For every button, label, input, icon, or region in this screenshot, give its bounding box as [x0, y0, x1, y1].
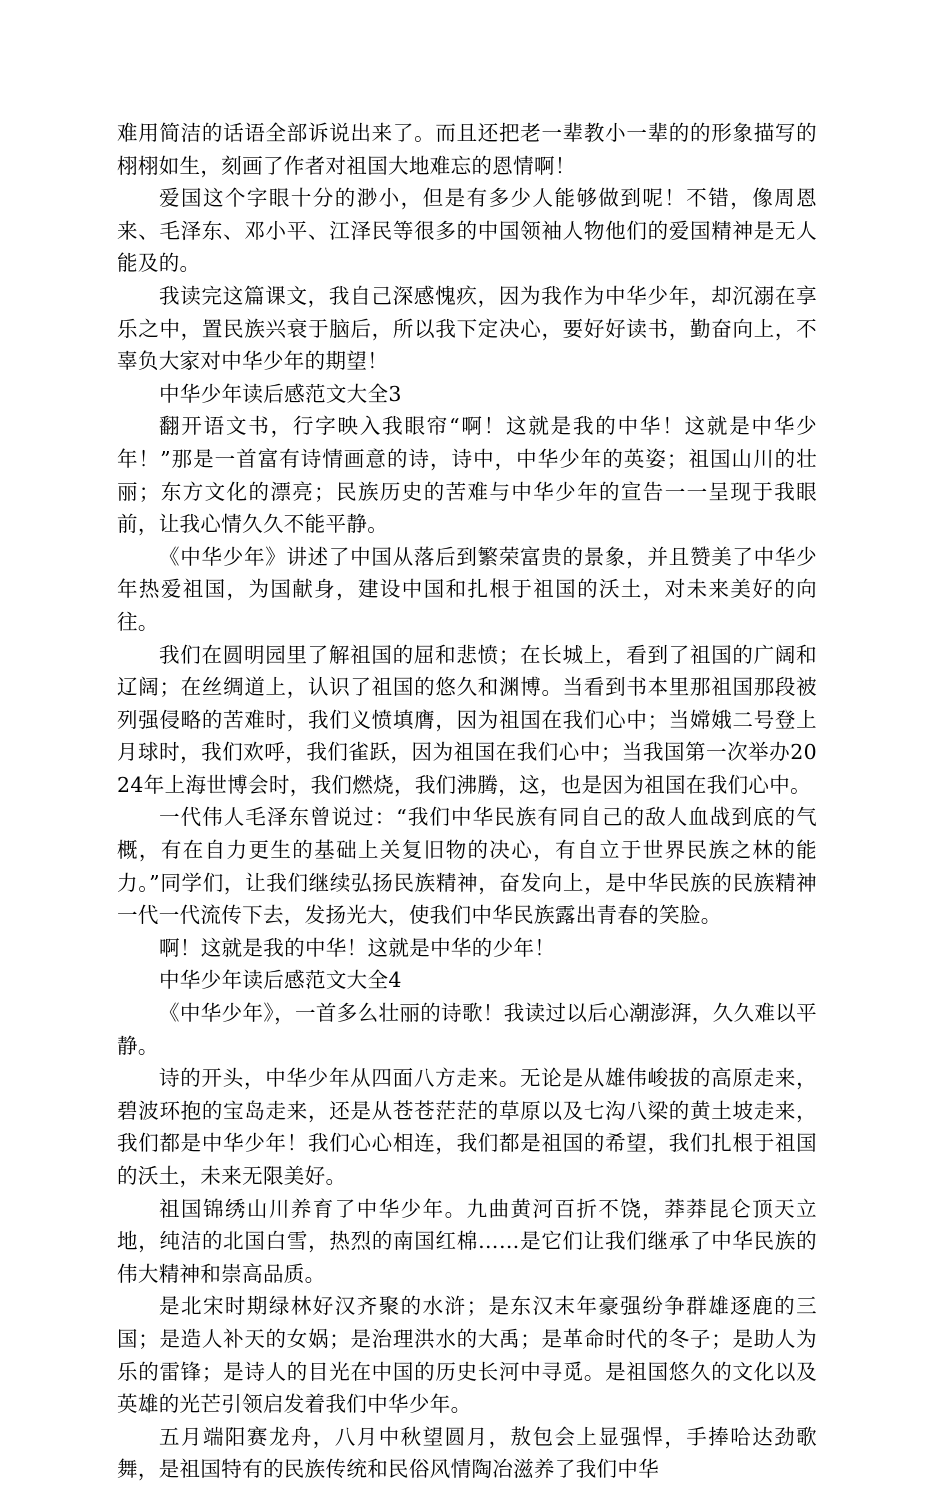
- document-page: [117, 117, 817, 1486]
- paragraph: 五月端阳赛龙舟，八月中秋望圆月，敖包会上显强悍，手捧哈达劲歌舞，是祖国特有的民族传统和民俗风情陶冶滋养了我们中华: [117, 1424, 817, 1482]
- paragraph: 我们在圆明园里了解祖国的屈和悲愤；在长城上，看到了祖国的广阔和辽阔；在丝绸道上，认识了祖国的悠久和渊博。当看到书本里那祖国那段被列强侵略的苦难时，我们义愤填膺，因为祖国在我们心中；当嫦娥二号登上月球时，我们欢呼，我们雀跃，因为祖国在我们心中；当我国第一次举办2024年上海世博会时，我们燃烧，我们沸腾，这，也是因为祖国在我们心中。: [117, 642, 817, 797]
- paragraph: 一代伟人毛泽东曾说过：“我们中华民族有同自己的敌人血战到底的气概，有在自力更生的基础上关复旧物的决心，有自立于世界民族之林的能力。”同学们，让我们继续弘扬民族精神，奋发向上，是中华民族的民族精神一代一代流传下去，发扬光大，使我们中华民族露出青春的笑脸。: [117, 805, 817, 928]
- section-heading: 中华少年读后感范文大全4: [159, 968, 402, 993]
- paragraph: 爱国这个字眼十分的渺小，但是有多少人能够做到呢！不错，像周恩来、毛泽东、邓小平、江泽民等很多的中国领袖人物他们的爱国精神是无人能及的。: [117, 186, 817, 276]
- paragraph: 翻开语文书，行字映入我眼帘“啊！这就是我的中华！这就是中华少年！”那是一首富有诗情画意的诗，诗中，中华少年的英姿；祖国山川的壮丽；东方文化的漂亮；民族历史的苦难与中华少年的宣告一一呈现于我眼前，让我心情久久不能平静。: [117, 414, 817, 537]
- paragraph: 《中华少年》，一首多么壮丽的诗歌！我读过以后心潮澎湃，久久难以平静。: [117, 1001, 817, 1058]
- paragraph: 是北宋时期绿林好汉齐聚的水浒；是东汉末年豪强纷争群雄逐鹿的三国；是造人补天的女娲；是治理洪水的大禹；是革命时代的冬子；是助人为乐的雷锋；是诗人的目光在中国的历史长河中寻觅。是祖国悠久的文化以及英雄的光芒引领启发着我们中华少年。: [117, 1294, 817, 1417]
- paragraph: 啊！这就是我的中华！这就是中华的少年！: [159, 935, 556, 960]
- paragraph: 祖国锦绣山川养育了中华少年。九曲黄河百折不饶，莽莽昆仑顶天立地，纯洁的北国白雪，热烈的南国红棉……是它们让我们继承了中华民族的伟大精神和崇高品质。: [117, 1196, 817, 1286]
- section-heading: 中华少年读后感范文大全3: [159, 381, 402, 406]
- paragraph: 我读完这篇课文，我自己深感愧疚，因为我作为中华少年，却沉溺在享乐之中，置民族兴衰于脑后，所以我下定决心，要好好读书，勤奋向上，不辜负大家对中华少年的期望！: [117, 283, 817, 374]
- paragraph-continuation: 难用简洁的话语全部诉说出来了。而且还把老一辈教小一辈的的形象描写的栩栩如生，刻画了作者对祖国大地难忘的恩情啊！: [117, 121, 817, 178]
- paragraph: 《中华少年》讲述了中国从落后到繁荣富贵的景象，并且赞美了中华少年热爱祖国，为国献身，建设中国和扎根于祖国的沃土，对未来美好的向往。: [117, 544, 817, 634]
- paragraph: 诗的开头，中华少年从四面八方走来。无论是从雄伟峻拔的高原走来，碧波环抱的宝岛走来，还是从苍苍茫茫的草原以及七沟八梁的黄土坡走来，我们都是中华少年！我们心心相连，我们都是祖国的希望，我们扎根于祖国的沃土，未来无限美好。: [117, 1066, 817, 1188]
